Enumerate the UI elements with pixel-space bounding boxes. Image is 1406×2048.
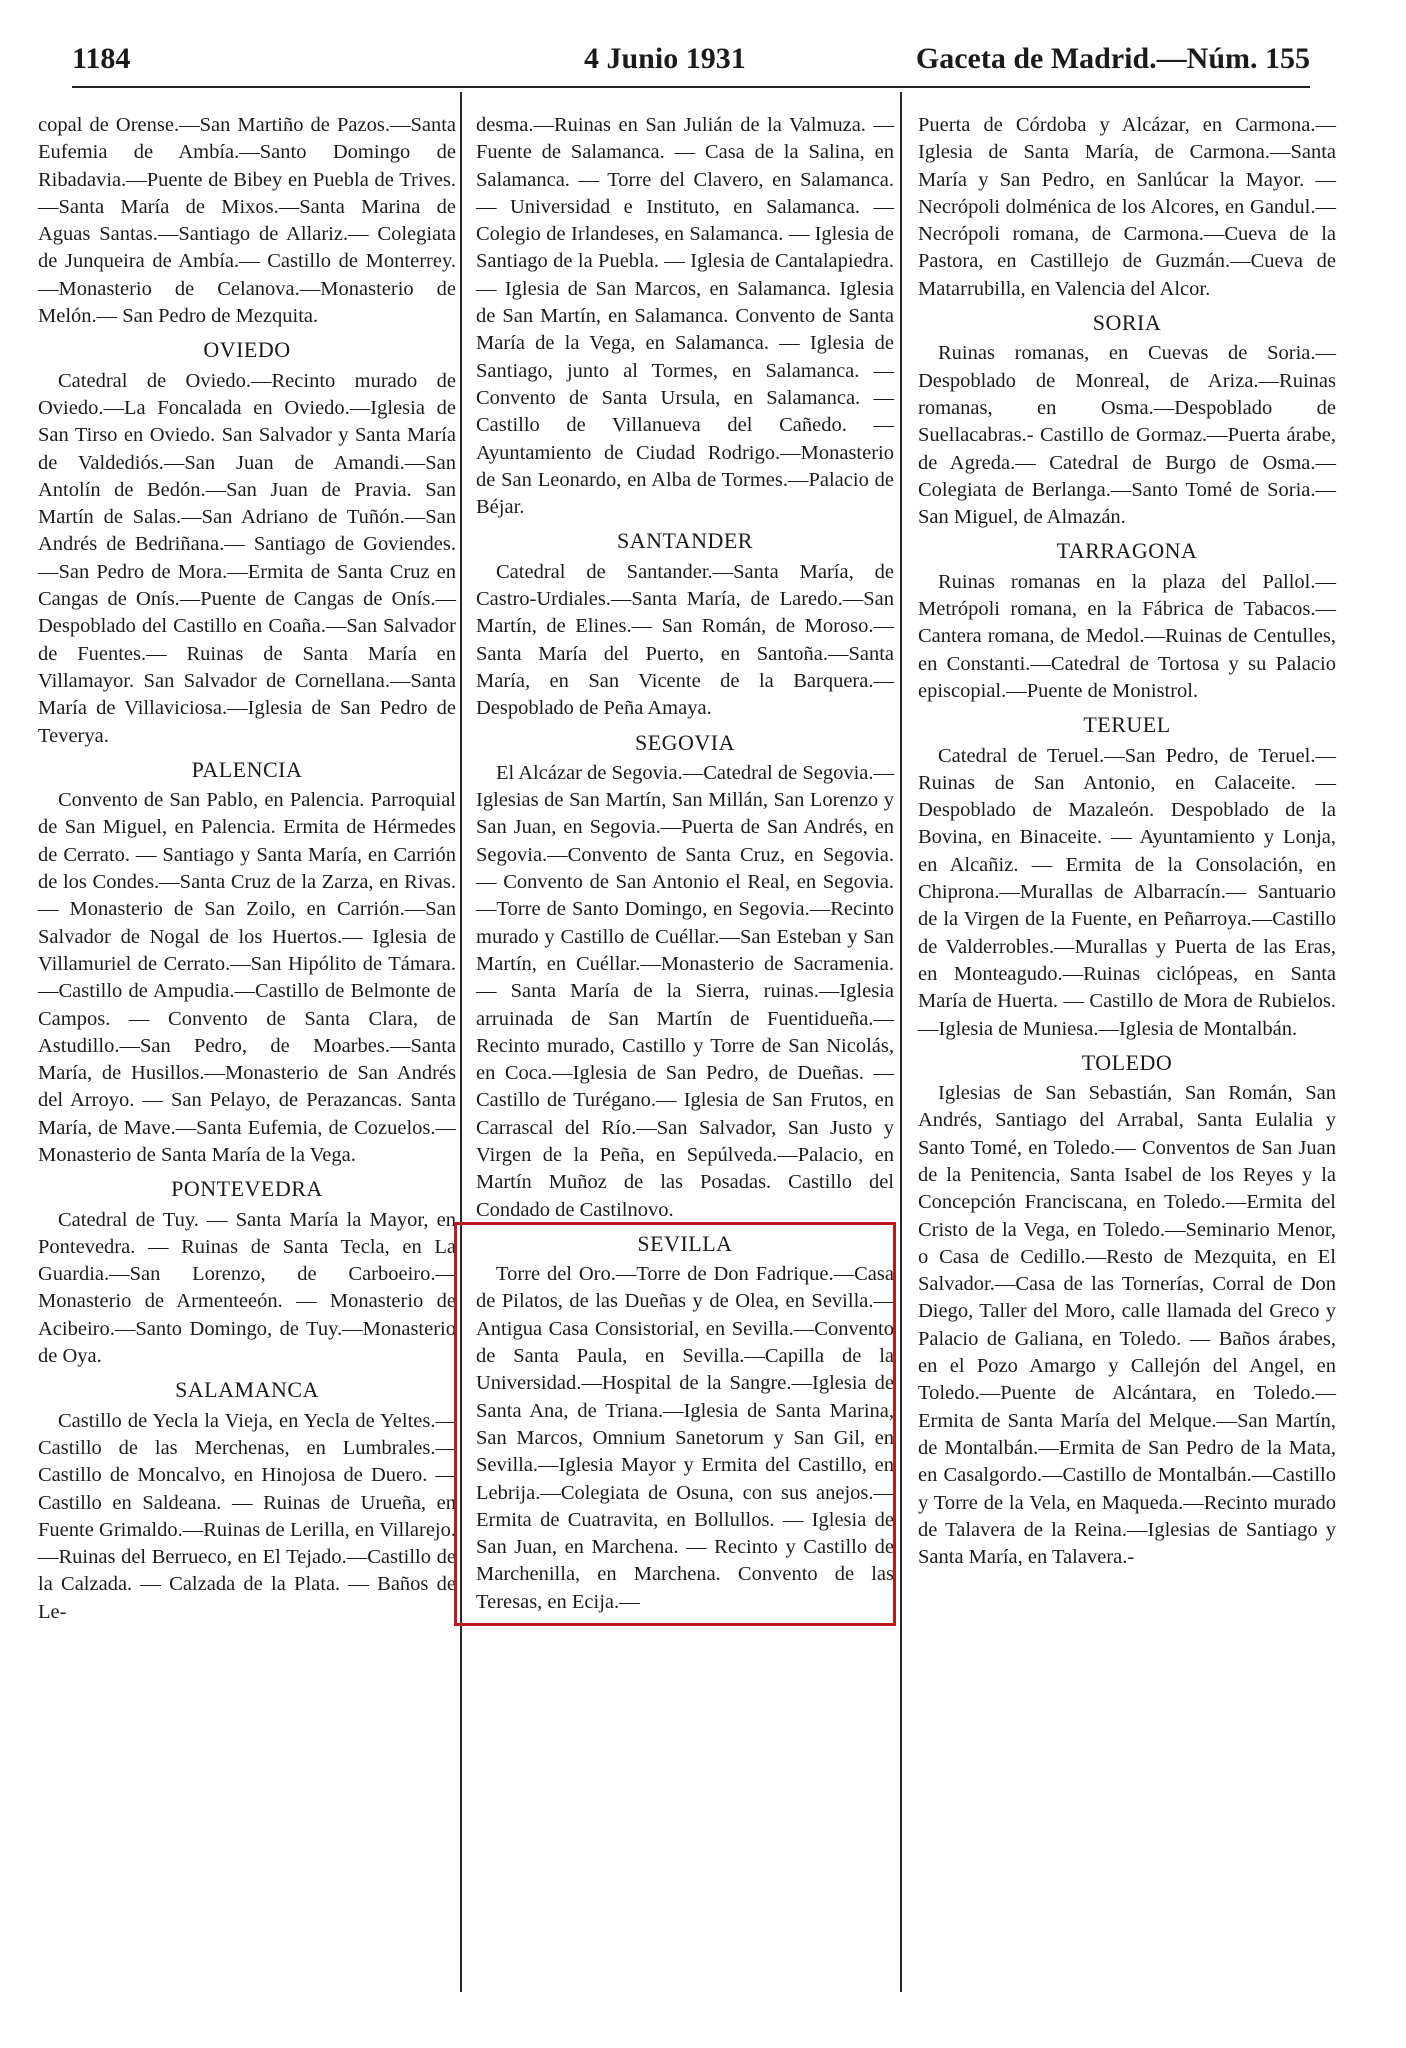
column-3 — [918, 112, 1336, 1571]
section-body: Torre del Oro.—Torre de Don Fadrique.—Casa de Pilatos, de las Dueñas y de Olea, en Sevilla.—Antigua Casa Consistorial, en Sevilla.—Convento de Santa Paula, en Sevilla.—Capilla de la Universidad.—Hospital de la Sangre.—Iglesia de Santa Ana, de Triana.—Iglesia de Santa Marina, San Marcos, Omnium Sanetorum y San Gil, en Sevilla.—Iglesia Mayor y Ermita del Castillo, en Lebrija.—Colegiata de Osuna, con sus anejos.—Ermita de Cuatravita, en Bollullos. — Iglesia de San Juan, en Marchena. — Recinto y Castillo de Marchenilla, en Marchena. Convento de las Teresas, en Ecija.— — [476, 1263, 894, 1613]
page-header — [72, 42, 1310, 88]
section-body: Puerta de Córdoba y Alcázar, en Carmona.—Iglesia de Santa María, de Carmona.—Santa María y San Pedro, en Sanlúcar la Mayor. — Necrópoli dolménica de los Alcores, en Gandul.— Necrópoli romana, de Carmona.—Cueva de la Pastora, en Castillejo de Guzmán.—Cueva de Matarrubilla, en Valencia del Alcor. — [918, 114, 1336, 300]
section-body: desma.—Ruinas en San Julián de la Valmuza. — Fuente de Salamanca. — Casa de la Salina, en Salamanca. — Torre del Clavero, en Salamanca. — Universidad e Instituto, en Salamanca. — Colegio de Irlandeses, en Salamanca. — Iglesia de Santiago de la Puebla. — Iglesia de Cantalapiedra. — Iglesia de San Marcos, en Salamanca. Iglesia de San Martín, en Salamanca. Convento de Santa María de la Vega, en Salamanca. — Iglesia de Santiago, junto al Tormes, en Salamanca. — Convento de Santa Ursula, en Salamanca. — Castillo de Villanueva del Cañedo. — Ayuntamiento de Ciudad Rodrigo.—Monasterio de San Leonardo, en Alba de Tormes.—Palacio de Béjar. — [476, 114, 894, 519]
column-rule — [460, 92, 462, 1992]
issue-date: 4 Junio 1931 — [584, 42, 746, 75]
section-body: Catedral de Santander.—Santa María, de Castro-Urdiales.—Santa María, de Laredo.—San Martín, de Elines.— San Román, de Moroso.—Santa María del Puerto, en Santoña.—Santa María, en San Vicente de la Barquera.—Despoblado de Peña Amaya. — [476, 560, 894, 720]
section-body: Catedral de Oviedo.—Recinto murado de Oviedo.—La Foncalada en Oviedo.—Iglesia de San Tirso en Oviedo. San Salvador y Santa María de Valdediós.—San Juan de Amandi.—San Antolín de Bedón.—San Juan de Pravia. San Martín de Salas.—San Adriano de Tuñón.—San Andrés de Bedriñana.— Santiago de Goviendes.—San Pedro de Mora.—Ermita de Santa Cruz en Cangas de Onís.—Puente de Cangas de Onís.—Despoblado del Castillo en Coaña.—San Salvador de Fuentes.— Ruinas de Santa María en Villamayor. San Salvador de Cornellana.—Santa María de Villaviciosa.—Iglesia de San Pedro de Teverya. — [38, 369, 456, 747]
section-body: Iglesias de San Sebastián, San Román, San Andrés, Santiago del Arrabal, Santa Eulalia y Santo Tomé, en Toledo.— Conventos de San Juan de la Penitencia, Santa Isabel de los Reyes y la Concepción Franciscana, en Toledo.—Ermita del Cristo de la Vega, en Toledo.—Seminario Menor, o Casa de Cedillo.—Resto de Mezquita, en El Salvador.—Casa de las Tornerías, Corral de Don Diego, Taller del Moro, calle llamada del Greco y Palacio de Galiana, en Toledo. — Baños árabes, en el Pozo Amargo y Callejón del Angel, en Toledo.—Puente de Alcántara, en Toledo.—Ermita de Santa María del Melque.—San Martín, de Montalbán.—Ermita de San Pedro de la Mata, en Casalgordo.—Castillo de Montalbán.—Castillo y Torre de la Vela, en Maqueda.—Recinto murado de Talavera de la Reina.—Iglesias de Santiago y Santa María, en Talavera.- — [918, 1082, 1336, 1569]
section-heading-sevilla: SEVILLA — [637, 1230, 733, 1256]
publication-title: Gaceta de Madrid.—Núm. 155 — [915, 42, 1310, 75]
section-heading-toledo: TOLEDO — [1081, 1049, 1173, 1075]
section-heading-salamanca: SALAMANCA — [175, 1377, 319, 1403]
section-body: El Alcázar de Segovia.—Catedral de Segovia.—Iglesias de San Martín, San Millán, San Lorenzo y San Juan, en Segovia.—Puerta de San Andrés, en Segovia.—Convento de Santa Cruz, en Segovia. — Convento de San Antonio el Real, en Segovia.—Torre de Santo Domingo, en Segovia.—Recinto murado y Castillo de Cuéllar.—San Esteban y San Martín, en Cuéllar.—Monasterio de Sacramenia. — Santa María de la Sierra, ruinas.—Iglesia arruinada de San Martín de Fuentidueña.—Recinto murado, Castillo y Torre de San Nicolás, en Coca.—Iglesia de San Pedro, de Dueñas. — Castillo de Turégano.— Iglesia de San Frutos, en Carrascal del Río.—San Salvador, San Justo y Virgen de la Peña, en Sepúlveda.—Palacio, en Martín Muñoz de las Posadas. Castillo del Condado de Castilnovo. — [476, 761, 894, 1221]
section-heading-teruel: TERUEL — [1083, 712, 1171, 738]
section-body: Ruinas romanas en la plaza del Pallol.—Metrópoli romana, en la Fábrica de Tabacos.—Cantera romana, de Medol.—Ruinas de Centulles, en Constanti.—Catedral de Tortosa y su Palacio episcopial.—Puente de Monistrol. — [918, 570, 1336, 702]
section-body: Catedral de Teruel.—San Pedro, de Teruel.—Ruinas de San Antonio, en Calaceite. — Despoblado de Mazaleón. Despoblado de la Bovina, en Binaceite. — Ayuntamiento y Lonja, en Alcañiz. — Ermita de la Consolación, en Chiprona.—Murallas de Albarracín.— Santuario de la Virgen de la Fuente, en Peñarroya.—Castillo de Valderrobles.—Murallas y Puerta de las Eras, en Monteagudo.—Ruinas ciclópeas, en Santa María de Huerta. — Castillo de Mora de Rubielos.—Iglesia de Muniesa.—Iglesia de Montalbán. — [918, 744, 1336, 1040]
section-body: Castillo de Yecla la Vieja, en Yecla de Yeltes.—Castillo de las Merchenas, en Lumbrales.—Castillo de Moncalvo, en Hinojosa de Duero. — Castillo en Saldeana. — Ruinas de Urueña, en Fuente Grimaldo.—Ruinas de Lerilla, en Villarejo.—Ruinas del Berrueco, en El Tejado.—Castillo de la Calzada. — Calzada de la Plata. — Baños de Le- — [38, 1409, 456, 1623]
section-body: Ruinas romanas, en Cuevas de Soria.—Despoblado de Monreal, de Ariza.—Ruinas romanas, en Osma.—Despoblado de Suellacabras.- Castillo de Gormaz.—Puerta árabe, de Agreda.— Catedral de Burgo de Osma.—Colegiata de Berlanga.—Santo Tomé de Soria.—San Miguel, de Almazán. — [918, 342, 1336, 529]
section-heading-soria: SORIA — [1092, 310, 1162, 336]
section-heading-segovia: SEGOVIA — [634, 729, 736, 755]
column-1 — [38, 112, 456, 1626]
section-body: copal de Orense.—San Martiño de Pazos.—Santa Eufemia de Ambía.—Santo Domingo de Ribadavia.—Puente de Bibey en Puebla de Trives.—Santa María de Mixos.—Santa Marina de Aguas Santas.—Santiago de Allariz.— Colegiata de Junqueira de Ambía.— Castillo de Monterrey.—Monasterio de Celanova.—Monasterio de Melón.— San Pedro de Mezquita. — [38, 114, 456, 328]
column-rule — [900, 92, 902, 1992]
section-heading-tarragona: TARRAGONA — [1056, 538, 1198, 564]
section-heading-oviedo: OVIEDO — [203, 337, 291, 363]
page-number: 1184 — [72, 42, 131, 75]
section-body: Convento de San Pablo, en Palencia. Parroquial de San Miguel, en Palencia. Ermita de Hérmedes de Cerrato. — Santiago y Santa María, en Carrión de los Condes.—Santa Cruz de la Zarza, en Rivas.— Monasterio de San Zoilo, en Carrión.—San Salvador de Nogal de los Huertos.— Iglesia de Villamuriel de Cerrato.—San Hipólito de Támara.—Castillo de Ampudia.—Castillo de Belmonte de Campos. — Convento de Santa Clara, de Astudillo.—San Pedro, de Moarbes.—Santa María, de Husillos.—Monasterio de San Andrés del Arroyo. — San Pelayo, de Perazancas. Santa María, de Mave.—Santa Eufemia, de Cozuelos.—Monasterio de Santa María de la Vega. — [38, 789, 456, 1166]
section-heading-pontevedra: PONTEVEDRA — [171, 1176, 323, 1202]
section-heading-santander: SANTANDER — [617, 528, 753, 554]
section-heading-palencia: PALENCIA — [191, 756, 303, 782]
section-body: Catedral de Tuy. — Santa María la Mayor, en Pontevedra. — Ruinas de Santa Tecla, en La Guardia.—San Lorenzo, de Carboeiro.— Monasterio de Armenteeón. — Monasterio de Acibeiro.—Santo Domingo, de Tuy.—Monasterio de Oya. — [38, 1208, 456, 1368]
sevilla-highlight-box — [454, 1222, 896, 1626]
